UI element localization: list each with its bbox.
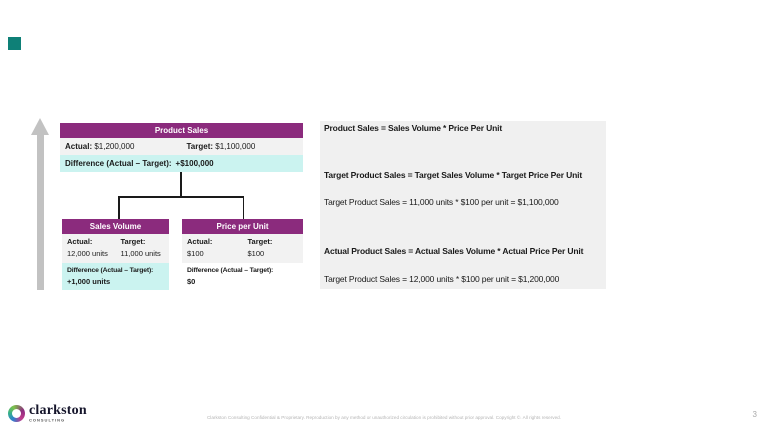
up-arrow-shaft — [37, 134, 44, 290]
actual-label: Actual: — [67, 236, 93, 246]
difference-label: Difference (Actual – Target): — [67, 266, 154, 274]
target-label: Target: — [247, 236, 273, 246]
formula-actual-calc: Target Product Sales = 12,000 units * $100 per unit = $1,200,000 — [324, 274, 560, 284]
actual-value: $1,200,000 — [94, 141, 135, 151]
difference-label: Difference (Actual – Target): — [65, 158, 172, 168]
formula-actual-bold: Actual Product Sales = Actual Sales Volume * Actual Price Per Unit — [324, 246, 584, 256]
formula-target-bold: Target Product Sales = Target Sales Volume * Target Price Per Unit — [324, 170, 583, 180]
page-number: 3 — [752, 410, 757, 419]
sales-volume-values-row — [62, 234, 169, 263]
sales-volume-box — [62, 219, 169, 290]
price-per-unit-difference-row — [182, 263, 303, 290]
product-sales-box — [60, 123, 303, 173]
logo-subtitle: CONSULTING — [29, 418, 66, 423]
price-per-unit-actual — [182, 236, 243, 263]
clarkston-logo-ring-icon — [8, 405, 25, 422]
connector-right-drop — [243, 196, 245, 219]
price-per-unit-target — [243, 236, 304, 263]
product-sales-values-row — [60, 138, 303, 155]
logo-name: clarkston — [29, 403, 87, 418]
product-sales-actual — [60, 138, 182, 155]
footer-disclaimer: Clarkston Consulting Confidential & Proprietary. Reproduction by any method or unauthorized circulation is prohibited without prior approval. Copyright ©. All rights reserved. — [206, 415, 562, 421]
clarkston-logo — [8, 403, 101, 427]
difference-value: +1,000 units — [67, 276, 111, 286]
product-sales-target — [182, 138, 304, 155]
target-label: Target: — [120, 236, 146, 246]
connector-horizontal — [118, 196, 244, 198]
price-per-unit-box — [182, 219, 303, 290]
actual-value: $100 — [187, 248, 204, 258]
target-label: Target: — [186, 141, 214, 151]
connector-stem — [180, 172, 182, 197]
difference-label: Difference (Actual – Target): — [187, 266, 274, 274]
connector-left-drop — [118, 196, 120, 219]
difference-value: +$100,000 — [175, 158, 214, 168]
product-sales-header: Product Sales — [60, 123, 303, 138]
up-arrow-icon — [31, 118, 49, 290]
up-arrow-head — [31, 118, 49, 135]
actual-label: Actual: — [187, 236, 213, 246]
difference-value: $0 — [187, 276, 196, 286]
price-per-unit-header: Price per Unit — [182, 219, 303, 234]
formula-general: Product Sales = Sales Volume * Price Per Unit — [324, 123, 503, 133]
product-sales-difference-row — [60, 155, 303, 173]
price-per-unit-values-row — [182, 234, 303, 263]
target-value: 11,000 units — [120, 248, 161, 258]
sales-volume-actual — [62, 236, 116, 263]
sales-volume-difference-row — [62, 263, 169, 290]
clarkston-logo-wordmark — [29, 403, 101, 427]
accent-square — [8, 37, 21, 50]
actual-label: Actual: — [65, 141, 93, 151]
target-value: $100 — [247, 248, 265, 258]
formula-target-calc: Target Product Sales = 11,000 units * $100 per unit = $1,100,000 — [324, 197, 559, 207]
actual-value: 12,000 units — [67, 248, 108, 258]
target-value: $1,100,000 — [215, 141, 256, 151]
formula-panel — [320, 121, 606, 289]
sales-volume-target — [116, 236, 170, 263]
sales-volume-header: Sales Volume — [62, 219, 169, 234]
